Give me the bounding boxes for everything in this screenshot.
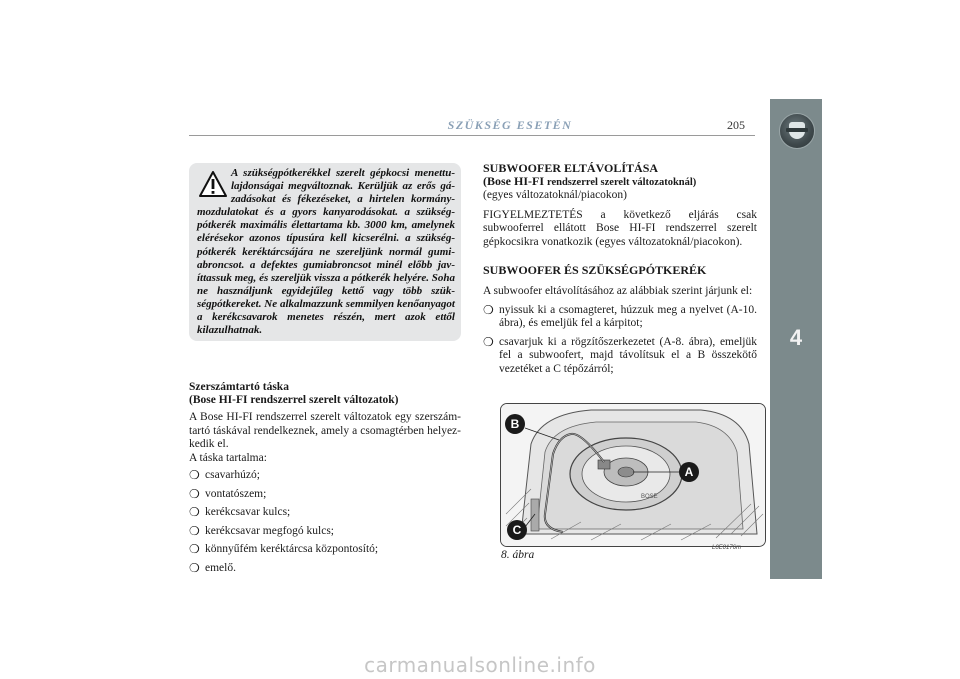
disc-label: BOSE — [641, 494, 658, 500]
subwoofer-spare-intro: A subwoofer eltávolításához az alábbiak szerint járjunk el: — [483, 285, 753, 297]
watermark: carmanualsonline.info — [364, 653, 596, 677]
tool-bag-intro: A Bose HI-FI rendszerrel szerelt változatok egy szerszámtartó táskával rendelkeznek, amely a csomagtérben helyezkedik el. — [189, 411, 461, 450]
bullet-icon: ❍ — [483, 334, 494, 349]
bullet-icon: ❍ — [189, 468, 200, 482]
list-item: ❍ nyissuk ki a csomagteret, húzzuk meg a nyelvet (A-10. ábra), és emeljük fel a kárpitot; — [483, 302, 757, 329]
bullet-icon: ❍ — [189, 560, 200, 575]
running-head: SZÜKSÉG ESETÉN — [447, 118, 573, 132]
subwoofer-steps — [483, 304, 757, 377]
tool-bag-section — [189, 381, 461, 580]
list-item: ❍ könnyűfém keréktárcsa központosító; — [189, 542, 379, 556]
bullet-icon: ❍ — [189, 486, 200, 501]
list-item: ❍ csavarjuk ki a rögzítőszerkezetet (A-8. ábra), emeljük fel a subwoofert, majd távolítsuk el a B összekötő vezetéket a C tépőzárról; — [483, 334, 757, 375]
header-rule — [189, 135, 755, 136]
subwoofer-removal-title: SUBWOOFER ELTÁVOLÍTÁSA — [483, 161, 659, 175]
trunk-subwoofer-illustration — [501, 404, 765, 546]
warning-text: A szükségpótkerékkel szerelt gépkocsi menettulajdonságai megváltoznak. Kerüljük az erős gázadásokat és fékezéseket, a hirtelen kormánymozdulatokat és a gyors kanyarodásokat. a szükségpótkerék maximális élettartama kb. 3000 km, amelynek elérésekor azonos típusúra kell kicserélni. a szükségpótkerék keréktárcsájára ne szereljünk normál gumiabroncsot. a defektes gumiabroncsot minél előbb javíttassuk meg, és szereljük vissza a pótkerék helyére. Soha ne használjunk egyidejűleg kettő vagy több szükségpótkereket. Ne alkalmazzunk semmilyen kenőanyagot a kerékcsavarok menetes részén, mert azok ettől kilazulhatnak. — [197, 167, 455, 337]
bullet-icon: ❍ — [189, 542, 200, 556]
callout-c: C — [512, 523, 522, 537]
tool-bag-contents-label: A táska tartalma: — [189, 451, 267, 464]
list-item: ❍ csavarhúzó; — [189, 468, 260, 482]
tool-bag-subtitle: (Bose HI-FI rendszerrel szerelt változatok) — [189, 394, 399, 406]
figure-caption: 8. ábra — [501, 549, 535, 561]
page-number: 205 — [727, 118, 745, 132]
chapter-number: 4 — [789, 325, 803, 350]
bullet-icon: ❍ — [189, 505, 200, 519]
callout-b: B — [510, 417, 520, 431]
list-item: ❍ kerékcsavar kulcs; — [189, 505, 291, 519]
figure-code: L0E0176m — [712, 545, 742, 551]
bullet-icon: ❍ — [189, 523, 200, 538]
brand-logo-icon — [779, 113, 815, 149]
subwoofer-removal-subtitle: (Bose HI-FI rendszerrel szerelt változatoknál) — [483, 174, 697, 188]
callout-a: A — [684, 465, 694, 479]
subwoofer-section — [483, 162, 757, 381]
list-item: ❍ emelő. — [189, 560, 236, 575]
bullet-icon: ❍ — [483, 302, 494, 317]
subwoofer-removal-note: (egyes változatoknál/piacokon) — [483, 189, 628, 201]
subwoofer-spare-title: SUBWOOFER ÉS SZÜKSÉGPÓTKERÉK — [483, 263, 707, 277]
warning-box — [189, 163, 461, 341]
tool-bag-title: Szerszámtartó táska — [189, 381, 289, 393]
figure-8-illustration — [500, 403, 766, 547]
subwoofer-removal-warning: FIGYELMEZTETÉS a következő eljárás csak subwooferrel ellátott Bose HI-FI rendszerrel szerelt gépkocsikra vonatkozik (egyes változatoknál/piacokon). — [483, 208, 757, 248]
list-item: ❍ kerékcsavar megfogó kulcs; — [189, 523, 335, 538]
tool-bag-list — [189, 469, 461, 575]
list-item: ❍ vontatószem; — [189, 486, 267, 501]
